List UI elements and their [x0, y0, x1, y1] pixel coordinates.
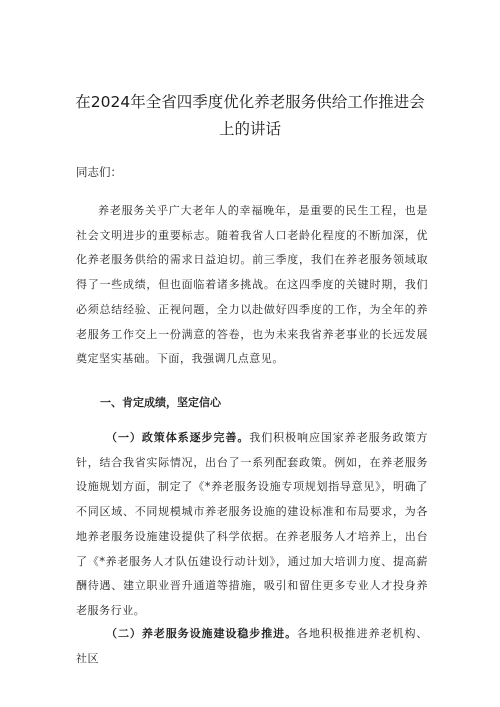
point-1-lead: （一）政策体系逐步完善。 — [106, 431, 250, 444]
document-title-line-1: 在2024年全省四季度优化养老服务供给工作推进会 — [75, 93, 425, 111]
document-title-line-2: 上的讲话 — [218, 120, 281, 138]
point-2-paragraph — [76, 622, 428, 671]
point-1-body: 我们积极响应国家养老服务政策方针，结合我省实际情况，出台了一系列配套政策。例如，在养老服务设施规划方面，制定了《*养老服务设施专项规划指导意见》，明确了不同区域、不同规模城市养老服务设施的建设标准和布局要求，为各地养老服务设施建设提供了科学依据。在养老服务人才培养上，出台了《*养老服务人才队伍建设行动计划》，通过加大培训力度、提高薪酬待遇、建立职业晋升通道等措施，吸引和留住更多专业人才投身养老服务行业。 — [76, 431, 428, 617]
section-heading-1: 一、肯定成绩，坚定信心 — [100, 396, 221, 409]
intro-paragraph: 养老服务关乎广大老年人的幸福晚年，是重要的民生工程，也是社会文明进步的重要标志。随着我省人口老龄化程度的不断加深，优化养老服务供给的需求日益迫切。前三季度，我们在养老服务领域取得了一些成绩，但也面临着诸多挑战。在这四季度的关键时期，我们必须总结经验、正视问题，全力以赴做好四季度的工作，为全年的养老服务工作交上一份满意的答卷，也为未来我省养老事业的长远发展奠定坚实基础。下面，我强调几点意见。 — [76, 204, 428, 366]
salutation: 同志们： — [76, 165, 122, 179]
point-1-paragraph — [76, 426, 428, 624]
point-2-body: 各地积极推进养老机构、社区 — [76, 627, 428, 665]
point-2-lead: （二）养老服务设施建设稳步推进。 — [106, 627, 298, 640]
